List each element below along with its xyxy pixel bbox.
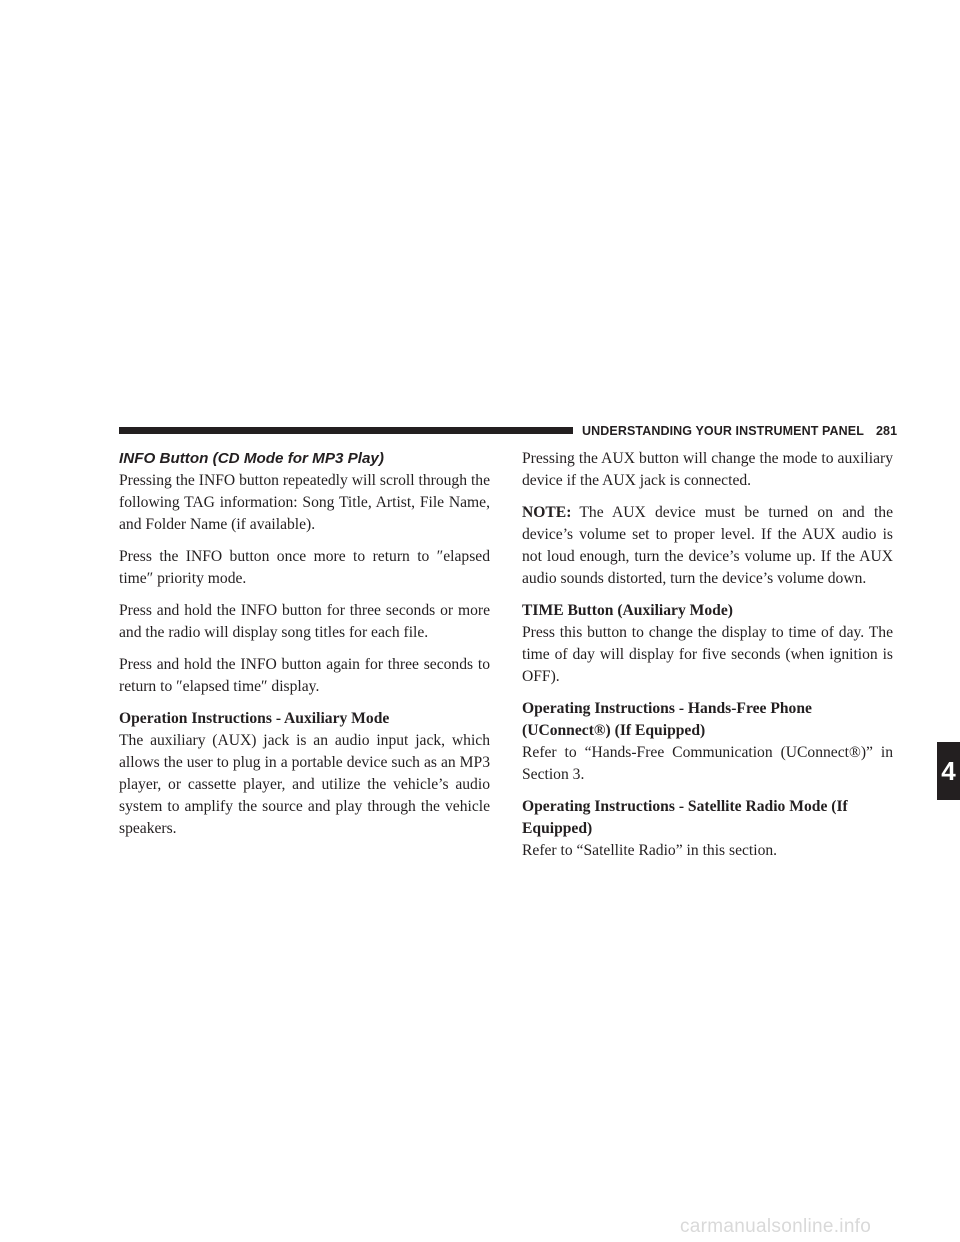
aux-mode-heading: Operation Instructions - Auxiliary Mode (119, 710, 390, 727)
aux-paragraph-1: The auxiliary (AUX) jack is an audio input jack, which allows the user to plug in a portable device such as an MP3 player, or cassette player, and utilize the vehicle’s audio system to amplify the source and play through the vehicle speakers. (119, 732, 490, 837)
satellite-heading: Operating Instructions - Satellite Radio Mode (If Equipped) (522, 798, 848, 837)
time-button-heading: TIME Button (Auxiliary Mode) (522, 602, 733, 619)
time-paragraph: Press this button to change the display to time of day. The time of day will display for five seconds (when ignition is OFF). (522, 624, 893, 685)
page-number: 281 (875, 424, 898, 438)
right-column (522, 448, 893, 872)
chapter-tab: 4 (937, 742, 960, 800)
info-paragraph-1: Pressing the INFO button repeatedly will scroll through the following TAG information: Song Title, Artist, File Name, and Folder Name (if available). (119, 472, 490, 533)
note-label: NOTE: (522, 504, 572, 521)
phone-heading: Operating Instructions - Hands-Free Phone (UConnect®) (If Equipped) (522, 700, 812, 739)
note-paragraph (522, 502, 893, 590)
left-column (119, 448, 490, 850)
section-title: UNDERSTANDING YOUR INSTRUMENT PANEL (582, 424, 864, 438)
info-button-heading: INFO Button (CD Mode for MP3 Play) (119, 450, 384, 467)
aux-paragraph-2: Pressing the AUX button will change the mode to auxiliary device if the AUX jack is connected. (522, 450, 893, 489)
info-paragraph-3: Press and hold the INFO button for three seconds or more and the radio will display song titles for each file. (119, 602, 490, 641)
satellite-paragraph: Refer to “Satellite Radio” in this section. (522, 842, 778, 859)
info-paragraph-4: Press and hold the INFO button again for three seconds to return to ″elapsed time″ display. (119, 656, 490, 695)
phone-paragraph: Refer to “Hands-Free Communication (UConnect®)” in Section 3. (522, 744, 893, 783)
running-header (582, 423, 897, 439)
info-paragraph-2: Press the INFO button once more to return to ″elapsed time″ priority mode. (119, 548, 490, 587)
watermark: carmanualsonline.info (680, 1216, 872, 1237)
header-rule (119, 427, 573, 434)
note-text: The AUX device must be turned on and the device’s volume set to proper level. If the AUX audio is not loud enough, turn the device’s volume up. If the AUX audio sounds distorted, turn the device’s volume down. (522, 504, 893, 587)
